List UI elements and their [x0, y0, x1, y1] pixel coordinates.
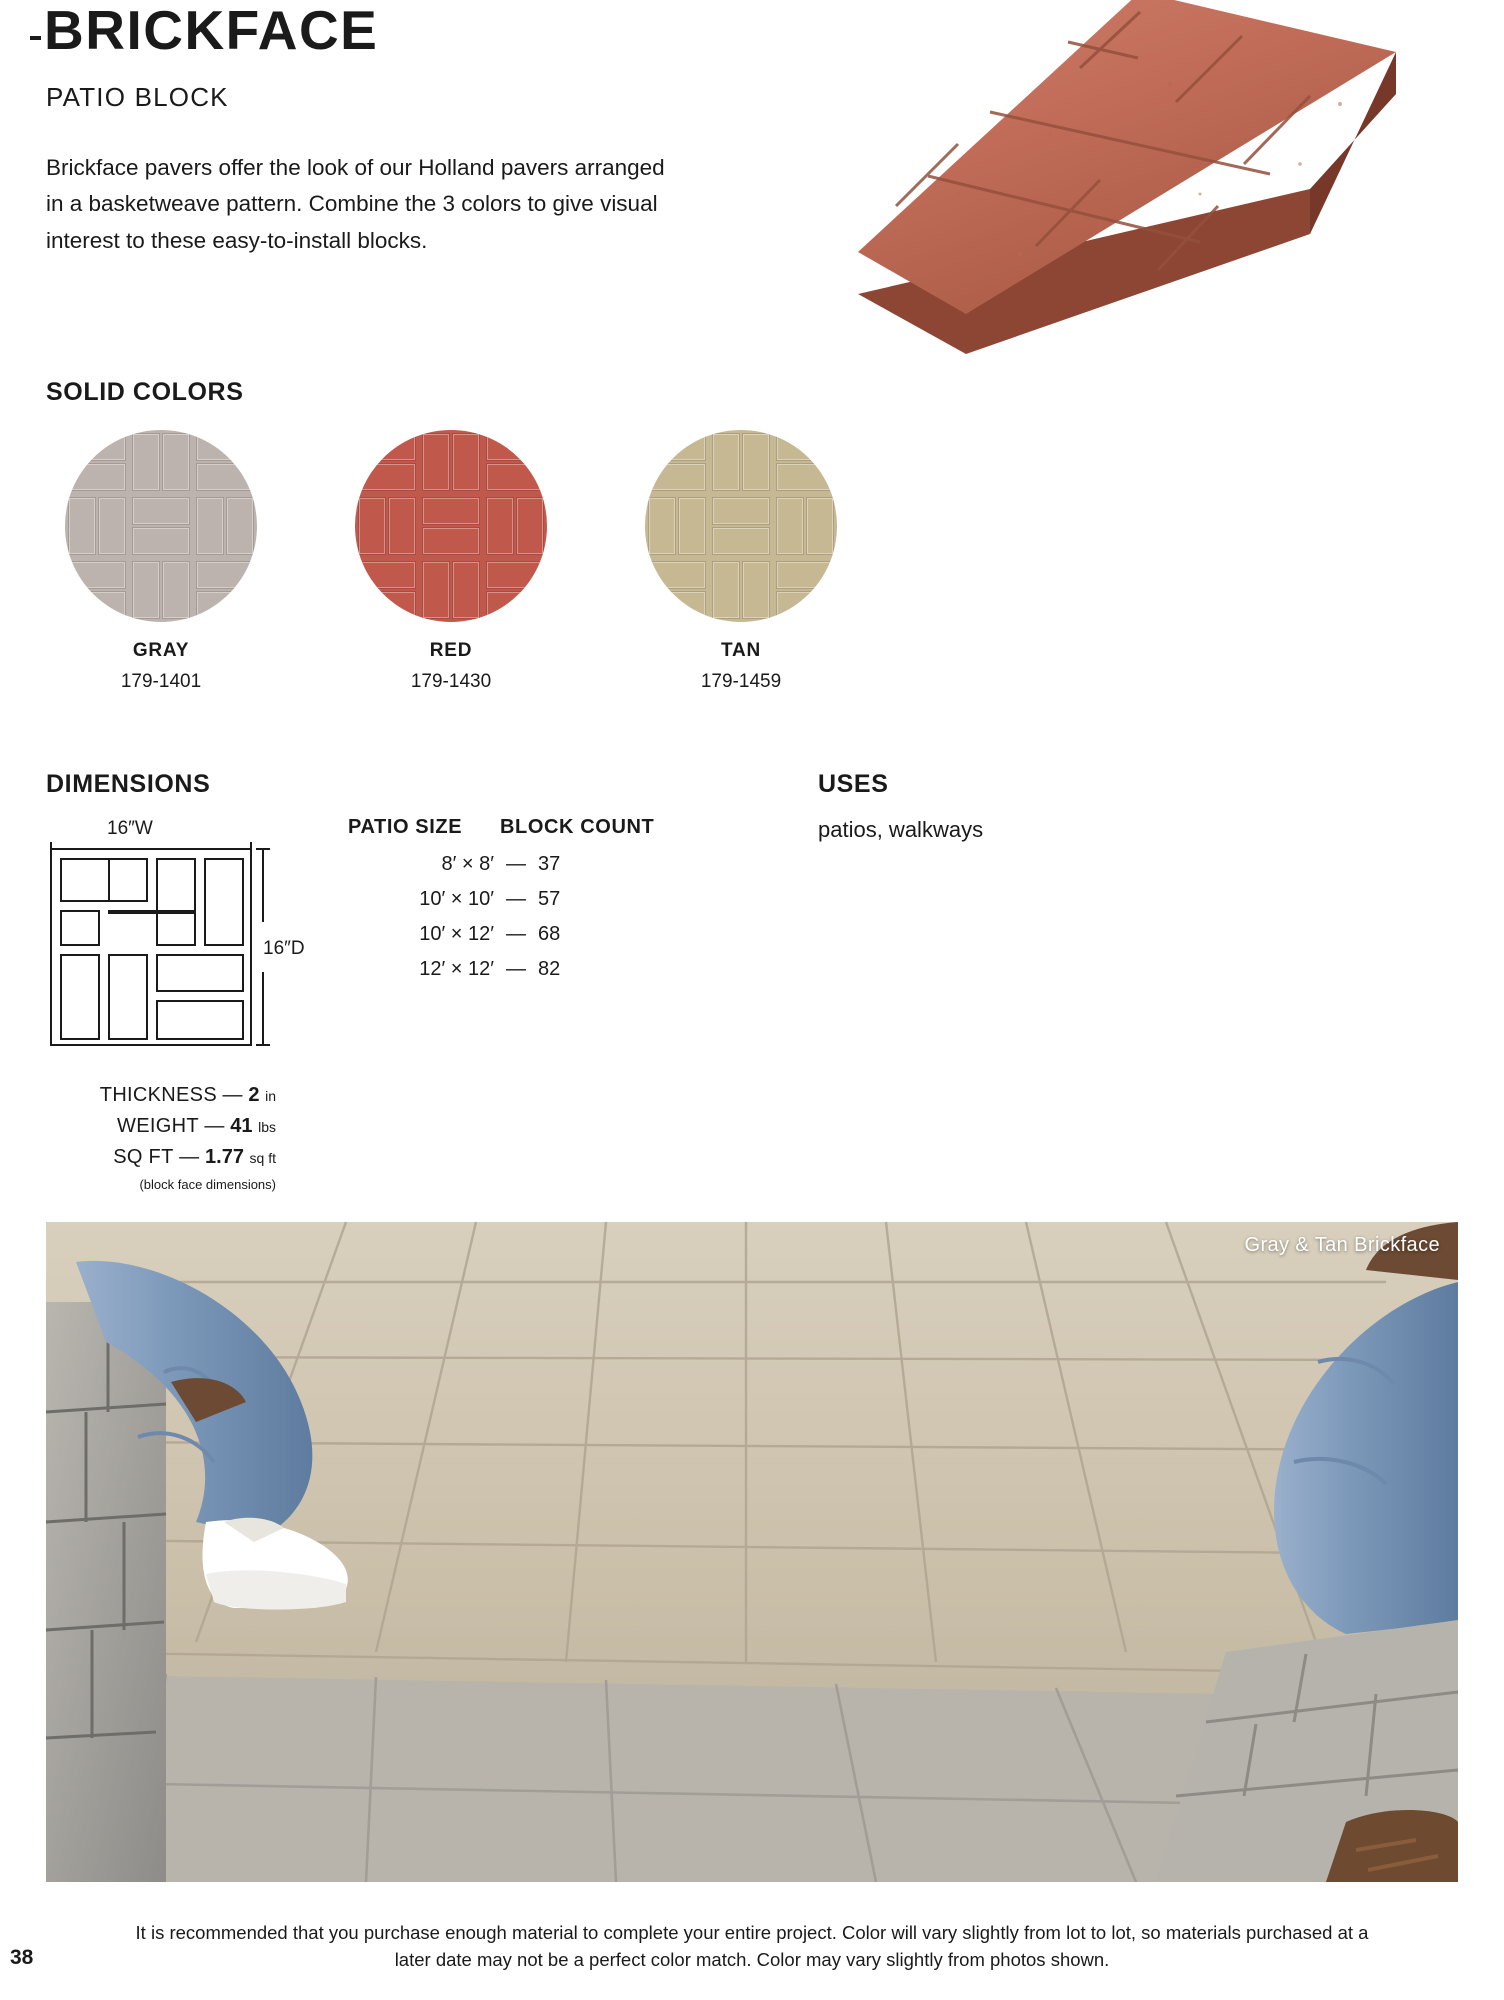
diagram-brick [108, 858, 148, 902]
swatch-name: RED [429, 640, 473, 661]
weave-brick [227, 498, 253, 554]
weave-brick [359, 434, 415, 460]
spec-label: WEIGHT [117, 1115, 199, 1137]
footer-disclaimer: It is recommended that you purchase enough material to complete your entire project. Color will vary slightly from lot to lot, so materials purchased at a later date may not be a perfect color match. Color may vary slightly from photos shown. [135, 1921, 1369, 1971]
cell-dash: — [506, 853, 526, 875]
weave-brick [69, 562, 125, 588]
cell-dash: — [506, 888, 526, 910]
photo-caption: Gray & Tan Brickface [1244, 1234, 1440, 1256]
lifestyle-photo-illustration [46, 1222, 1458, 1882]
diagram-brick [60, 954, 100, 1040]
table-header-row [348, 816, 656, 839]
table-row [348, 888, 656, 911]
weave-brick [713, 528, 769, 554]
spec-list [46, 1084, 276, 1192]
weave-brick [679, 498, 705, 554]
swatch-name: TAN [720, 640, 762, 661]
weave-brick [777, 592, 833, 618]
uses-text: patios, walkways [818, 817, 984, 842]
weave-brick [197, 434, 253, 460]
spec-weight [46, 1115, 276, 1138]
spec-label: SQ FT [113, 1146, 174, 1168]
intro-paragraph: Brickface pavers offer the look of our Holland pavers arranged in a basketweave pattern. Combine the 3 colors to give visual interest to these easy-to-install blocks. [46, 155, 665, 253]
weave-brick [133, 498, 189, 524]
cell-dash: — [506, 923, 526, 945]
table-row [348, 958, 656, 981]
color-swatch-tan [626, 430, 856, 693]
column-header-patio-size: PATIO SIZE [348, 816, 463, 838]
weave-brick [777, 434, 833, 460]
weave-brick [713, 498, 769, 524]
cell-dash: — [506, 958, 526, 980]
spec-label: THICKNESS [99, 1084, 217, 1106]
corner-dash-mark [30, 36, 41, 40]
weave-brick [69, 464, 125, 490]
spec-note: (block face dimensions) [139, 1177, 276, 1192]
weave-brick [777, 562, 833, 588]
swatch-sku: 179-1430 [410, 671, 492, 692]
weave-brick [69, 434, 125, 460]
diagram-brick [108, 910, 196, 914]
weave-brick [133, 434, 159, 490]
uses-heading: USES [818, 770, 889, 798]
spec-thickness [46, 1084, 276, 1107]
spec-sqft [46, 1146, 276, 1169]
dimension-width-label: 16″W [107, 818, 153, 839]
weave-brick [453, 562, 479, 618]
solid-colors-heading: SOLID COLORS [46, 378, 244, 406]
swatch-sku: 179-1401 [120, 671, 202, 692]
weave-brick [487, 498, 513, 554]
spec-value: 41 [230, 1115, 253, 1137]
color-swatch-row [46, 430, 856, 693]
spec-unit: sq ft [249, 1150, 276, 1166]
weave-brick [389, 498, 415, 554]
spec-dash: — [222, 1084, 243, 1106]
swatch-circle-tan [645, 430, 837, 622]
weave-brick [69, 498, 95, 554]
weave-brick [359, 592, 415, 618]
weave-brick [99, 498, 125, 554]
weave-brick [423, 498, 479, 524]
weave-brick [423, 562, 449, 618]
color-swatch-gray [46, 430, 276, 693]
left-stone-wall [46, 1302, 166, 1882]
spec-dash: — [204, 1115, 225, 1137]
cell-block-count: 82 [538, 958, 561, 980]
weave-brick [649, 498, 675, 554]
block-face-diagram [50, 848, 252, 1046]
weave-brick [487, 464, 543, 490]
weave-brick [713, 434, 739, 490]
cell-patio-size: 10′ × 12′ [419, 923, 494, 945]
table-row [348, 853, 656, 876]
weave-brick [133, 528, 189, 554]
weave-brick [649, 562, 705, 588]
spec-value: 2 [248, 1084, 260, 1106]
diagram-brick [60, 910, 100, 946]
basketweave-pattern [65, 430, 257, 622]
diagram-brick [156, 954, 244, 992]
diagram-brick [108, 954, 148, 1040]
weave-brick [197, 562, 253, 588]
swatch-circle-gray [65, 430, 257, 622]
color-swatch-red [336, 430, 566, 693]
dimension-tick [262, 848, 264, 922]
basketweave-pattern [355, 430, 547, 622]
table-row [348, 923, 656, 946]
cell-block-count: 57 [538, 888, 561, 910]
page-number: 38 [10, 1946, 34, 1969]
weave-brick [133, 562, 159, 618]
cell-block-count: 68 [538, 923, 561, 945]
diagram-brick [156, 858, 196, 946]
cell-block-count: 37 [538, 853, 561, 875]
page-title: BRICKFACE [44, 0, 379, 61]
weave-brick [743, 562, 769, 618]
weave-brick [487, 592, 543, 618]
dimensions-heading: DIMENSIONS [46, 770, 211, 798]
block-count-table [348, 816, 656, 993]
weave-brick [649, 592, 705, 618]
weave-brick [423, 528, 479, 554]
spec-dash: — [179, 1146, 200, 1168]
weave-brick [69, 592, 125, 618]
diagram-brick [156, 1000, 244, 1040]
weave-brick [163, 562, 189, 618]
cell-patio-size: 10′ × 10′ [419, 888, 494, 910]
weave-brick [777, 498, 803, 554]
dimension-tick [262, 972, 264, 1046]
weave-brick [743, 434, 769, 490]
weave-brick [777, 464, 833, 490]
weave-brick [163, 434, 189, 490]
weave-brick [197, 498, 223, 554]
diagram-brick [204, 858, 244, 946]
cell-patio-size: 12′ × 12′ [419, 958, 494, 980]
swatch-name: GRAY [132, 640, 190, 661]
spec-unit: in [265, 1088, 276, 1104]
weave-brick [423, 434, 449, 490]
lifestyle-photo [46, 1222, 1458, 1882]
weave-brick [453, 434, 479, 490]
cell-patio-size: 8′ × 8′ [441, 853, 494, 875]
product-photo-illustration [840, 0, 1440, 424]
weave-brick [713, 562, 739, 618]
weave-brick [517, 498, 543, 554]
spec-value: 1.77 [205, 1146, 244, 1168]
page-subtitle: PATIO BLOCK [46, 82, 229, 112]
weave-brick [359, 464, 415, 490]
column-header-block-count: BLOCK COUNT [500, 816, 655, 838]
weave-brick [197, 592, 253, 618]
dimension-depth-label: 16″D [263, 938, 305, 959]
weave-brick [359, 498, 385, 554]
product-photo [840, 0, 1440, 424]
weave-brick [807, 498, 833, 554]
basketweave-pattern [645, 430, 837, 622]
weave-brick [649, 434, 705, 460]
weave-brick [197, 464, 253, 490]
swatch-circle-red [355, 430, 547, 622]
swatch-sku: 179-1459 [700, 671, 782, 692]
spec-unit: lbs [258, 1119, 276, 1135]
weave-brick [359, 562, 415, 588]
weave-brick [487, 434, 543, 460]
weave-brick [487, 562, 543, 588]
weave-brick [649, 464, 705, 490]
